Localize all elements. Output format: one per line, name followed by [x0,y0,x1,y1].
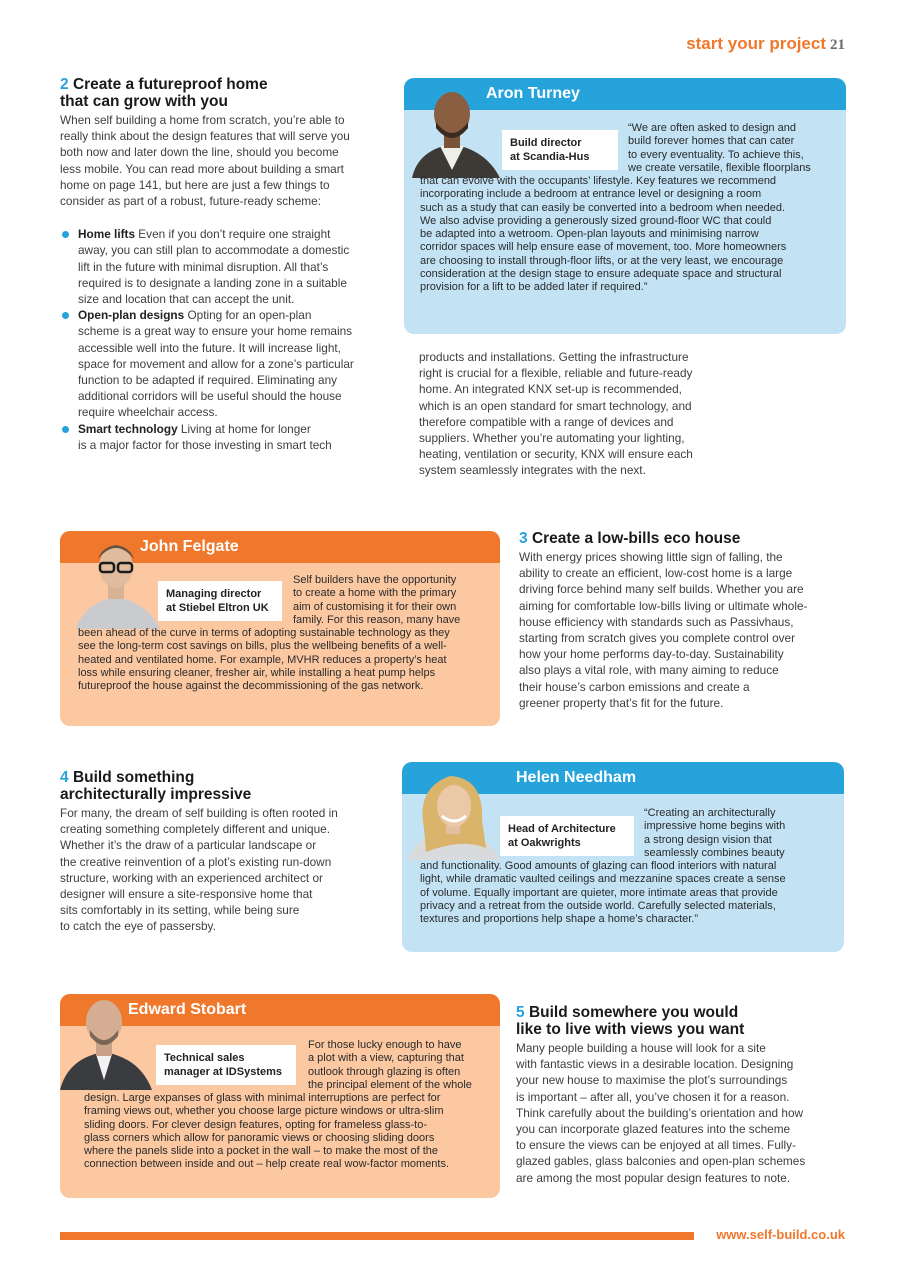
section-3-title: 3 Create a low-bills eco house [519,530,741,547]
card-name: John Felgate [60,531,500,563]
section-2-intro: When self building a home from scratch, you’re able to really think about the design features that will serve you both now and later down the line, should you become less mobile. You can read more about building a smart home on page 141, but here are just a few things to consider as part of a robust, future-ready scheme: [60,113,350,209]
section-4-title: 4 Build something architecturally impressive [60,769,252,803]
card-quote-intro: Self builders have the opportunity to create a home with the primary aim of customising it for their own family. For this reason, many have [293,574,461,626]
card-quote-intro: “Creating an architecturally impressive home begins with a strong design vision that seamlessly combines beauty [644,807,786,859]
section-2 [60,76,390,453]
features-list [60,226,390,453]
card-quote: design. Large expanses of glass with minimal interruptions are perfect for framing views out, whether you choose large picture windows or ultra-slim sliding doors. For clever design features, opting for frameless glass-to- glass corners which allow for panoramic views or choosing sliding doors where the panels slide into a pocket in the wall – to make the most of the connection between inside and out – help create real wow-factor moments. [84,1092,450,1171]
portrait-photo [404,78,512,178]
footer-rule [60,1232,694,1240]
card-quote: that can evolve with the occupants’ lifestyle. Key features we recommend incorporating include a bedroom at entrance level or designing a room such as a study that can easily be converted into a bedroom when needed. We also advise providing a generously sized ground-floor WC that could be adapted into a wetroom. Open-plan layouts and minimising narrow corridor spaces will help ensure ease of movement, too. More homeowners are choosing to install through-floor lifts, or at the very least, we encourage consideration at the design stage to ensure adequate space and structural provision for a lift to be added later if required.” [420,175,787,294]
card-quote: been ahead of the curve in terms of adopting sustainable technology as they see the long-term cost savings on bills, plus the wellbeing benefits of a well- heated and ventilated home. For example, MVHR reduces a property’s heat loss while ensuring cleaner, fresher air, while installing a heat pump helps futureproof the house against the decommissioning of the gas network. [78,627,450,693]
page-number: 21 [830,37,845,53]
section-5-title: 5 Build somewhere you would like to live with views you want [516,1004,745,1038]
list-item: Home lifts Even if you don’t require one straight away, you can still plan to accommodate a domestic lift in the future with minimal disruption. All that’s required is to designate a landing zone in a suitable size and location that can accept the unit. [60,226,390,307]
quote-card-aron-turney [404,78,846,334]
section-3 [519,530,849,711]
section-number: 3 [519,530,528,547]
section-3-body: With energy prices showing little sign of falling, the ability to create an efficient, low-cost home is a large driving force behind many self builds. Whether you are aiming for comfortable low-bills living or ultimate whole- house efficiency with standards such as Passivhaus, starting from scratch gives you complete control over how your home performs day-to-day. Sustainability also plays a vital role, with many aiming to reduce their house’s carbon emissions and create a greener property that’s fit for the future. [519,550,808,710]
section-number: 2 [60,76,69,93]
card-name: Edward Stobart [60,994,500,1026]
section-2-title: 2 Create a futureproof home that can grow with you [60,76,268,110]
card-quote-intro: For those lucky enough to have a plot with a view, capturing that outlook through glazing is often the principal element of the whole [308,1039,472,1091]
portrait-photo [402,768,506,860]
quote-card-john-felgate [60,531,500,726]
card-name: Aron Turney [404,78,846,110]
section-label: start your project [686,34,826,53]
card-quote: and functionality. Good amounts of glazing can flood interiors with natural light, while dramatic vaulted ceilings and mezzanine spaces create a sense of volume. Equally important are quieter, more intimate areas that provide privacy and a retreat from the outside world. Carefully selected materials, textures and proportions help shape a home’s character.” [420,860,786,926]
section-number: 5 [516,1004,525,1021]
card-role: Managing director at Stiebel Eltron UK [158,581,282,621]
section-5 [516,1004,850,1186]
list-item: Open-plan designs Opting for an open-plan scheme is a great way to ensure your home remains accessible well into the future. It will increase light, space for movement and allow for a zone’s particular function to be adapted if required. Eliminating any additional corridors will be useful should the house require wheelchair access. [60,307,390,420]
quote-card-edward-stobart [60,994,500,1198]
card-role: Build director at Scandia-Hus [502,130,618,170]
quote-card-helen-needham [402,762,844,952]
card-quote-intro: “We are often asked to design and build forever homes that can cater to every eventuality. To achieve this, we create versatile, flexible floorplans [628,122,811,174]
section-number: 4 [60,769,69,786]
footer-website-link[interactable]: www.self-build.co.uk [716,1227,845,1242]
section-4 [60,769,390,935]
card-role: Head of Architecture at Oakwrights [500,816,634,856]
section-2-continued: products and installations. Getting the infrastructure right is crucial for a flexible, reliable and future-ready home. An integrated KNX set-up is recommended, which is an open standard for smart technology, and therefore compatible with a range of devices and suppliers. Whether you’re automating your lighting, heating, ventilation or security, KNX will ensure each system seamlessly integrates with the next. [419,350,693,478]
card-name: Helen Needham [402,762,844,794]
portrait-photo [60,994,164,1090]
running-head [686,34,845,54]
card-role: Technical sales manager at IDSystems [156,1045,296,1085]
list-item: Smart technology Living at home for longer is a major factor for those investing in smart tech [60,421,390,453]
section-5-body: Many people building a house will look for a site with fantastic views in a desirable location. Designing your new house to maximise the plot’s surroundings is important – after all, you’ve chosen it for a reason. Think carefully about the building’s orientation and how you can incorporate glazed features into the scheme to ensure the views can be enjoyed at all times. Fully- glazed gables, glass balconies and open-plan schemes are among the most popular design features to note. [516,1041,806,1185]
portrait-photo [74,533,170,629]
section-4-body: For many, the dream of self building is often rooted in creating something completely different and unique. Whether it’s the draw of a particular landscape or the creative reinvention of a plot’s existing run-down structure, working with an experienced architect or designer will ensure a site-responsive home that sits comfortably in its setting, while being sure to catch the eye of passersby. [60,806,338,934]
